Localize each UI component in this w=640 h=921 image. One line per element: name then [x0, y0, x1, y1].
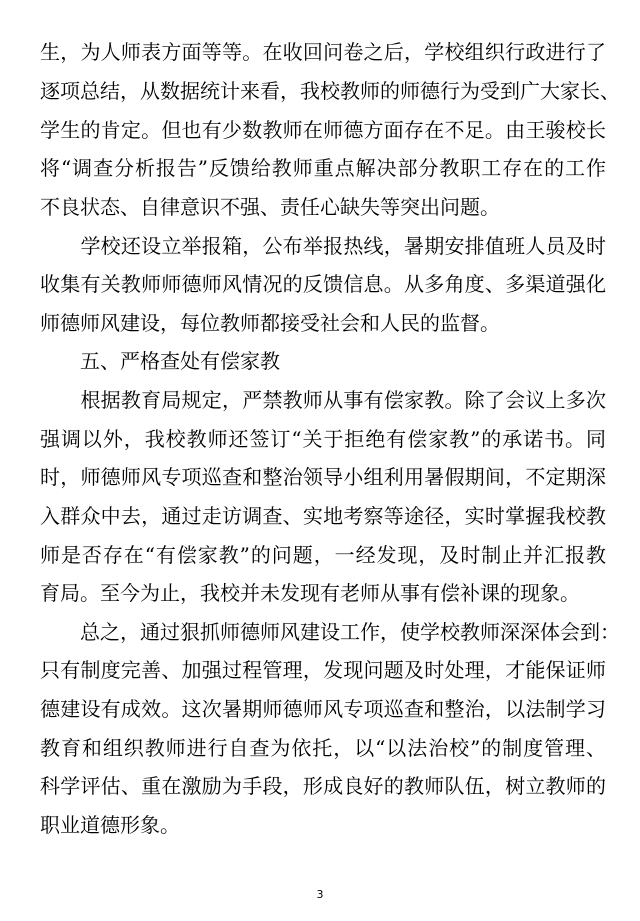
section-heading: 五、严格查处有偿家教 [80, 349, 280, 373]
paragraph-1-line-3: 学生的肯定。但也有少数教师在师德方面存在不足。由王骏校长 [40, 118, 606, 142]
paragraph-2-line-2: 收集有关教师师德师风情况的反馈信息。从多角度、多渠道强化 [40, 272, 606, 296]
paragraph-1-line-4: 将“调查分析报告”反馈给教师重点解决部分教职工存在的工作 [40, 156, 606, 180]
page-number: 3 [316, 888, 324, 901]
paragraph-4-line-4: 教育和组织教师进行自查为依托，以“以法治校”的制度管理、 [40, 736, 606, 760]
paragraph-4-line-2: 只有制度完善、加强过程管理，发现问题及时处理，才能保证师 [40, 658, 606, 682]
paragraph-1-line-2: 逐项总结，从数据统计来看，我校教师的师德行为受到广大家长、 [40, 79, 620, 103]
paragraph-4-line-6: 职业道德形象。 [40, 813, 180, 837]
paragraph-4-line-1: 总之，通过狠抓师德师风建设工作，使学校教师深深体会到： [40, 620, 620, 644]
paragraph-4-line-5: 科学评估、重在激励为手段，形成良好的教师队伍，树立教师的 [40, 774, 606, 798]
paragraph-3-line-1: 根据教育局规定，严禁教师从事有偿家教。除了会议上多次 [40, 388, 606, 412]
paragraph-4-line-3: 德建设有成效。这次暑期师德师风专项巡查和整治，以法制学习 [40, 697, 606, 721]
paragraph-1-line-1: 生，为人师表方面等等。在收回问卷之后，学校组织行政进行了 [40, 40, 606, 64]
paragraph-2-line-3: 师德师风建设，每位教师都接受社会和人民的监督。 [40, 311, 500, 335]
paragraph-3-line-3: 时，师德师风专项巡查和整治领导小组利用暑假期间，不定期深 [40, 465, 606, 489]
paragraph-3-line-5: 师是否存在“有偿家教”的问题，一经发现，及时制止并汇报教 [40, 543, 606, 567]
paragraph-2-line-1: 学校还设立举报箱，公布举报热线，暑期安排值班人员及时 [40, 234, 606, 258]
paragraph-1-line-5: 不良状态、自律意识不强、责任心缺失等突出问题。 [40, 195, 500, 219]
paragraph-3-line-6: 育局。至今为止，我校并未发现有老师从事有偿补课的现象。 [40, 581, 580, 605]
paragraph-3-line-2: 强调以外，我校教师还签订“关于拒绝有偿家教”的承诺书。同 [40, 427, 606, 451]
paragraph-3-line-4: 入群众中去，通过走访调查、实地考察等途径，实时掌握我校教 [40, 504, 606, 528]
